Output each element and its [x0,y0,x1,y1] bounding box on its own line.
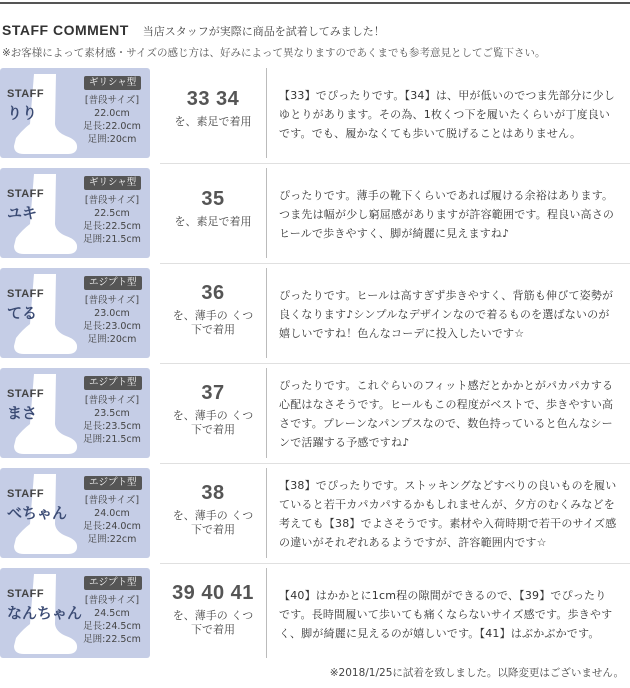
row-divider [160,363,630,364]
size-heading: [普段サイズ] [84,595,140,606]
foot-type-badge: エジプト型 [84,276,142,290]
tried-size: 38 [201,482,225,504]
row-divider [160,163,630,164]
staff-card [0,268,150,358]
wear-condition: を、薄手の くつ下で着用 [172,609,254,636]
foot-width: 足囲:22.5cm [83,634,141,645]
tried-size: 35 [201,188,225,210]
foot-length: 足長:22.0cm [83,121,141,132]
comment-box [279,174,617,254]
comment-box [279,274,617,354]
tried-result [163,568,263,658]
size-info [80,394,144,446]
foot-length: 足長:24.5cm [83,621,141,632]
row-divider [160,463,630,464]
tried-size: 37 [201,382,225,404]
column-divider [266,268,267,358]
staff-comment: 【38】でぴったりです。ストッキングなどすべりの良いものを履いていると若干カパカパするかもしれませんが、夕方のむくみなどを考えても【38】でよさそうです。素材や入荷時期で若干のサイズ感の違いがそれぞれあるようですが、許容範囲内です☆ [279,479,617,549]
header [2,22,385,42]
section-title: STAFF COMMENT [2,22,129,38]
tried-result [163,168,263,258]
wear-condition: を、素足で着用 [174,115,252,128]
staff-row [0,468,630,558]
staff-label: STAFF [7,288,45,300]
size-info [80,494,144,546]
column-divider [266,568,267,658]
staff-card [0,168,150,258]
staff-card [0,68,150,158]
footer-note: ※2018/1/25に試着を致しました。以降変更はございません。 [329,667,624,679]
usual-size: 24.0cm [94,508,130,519]
staff-label: STAFF [7,488,45,500]
usual-size: 22.0cm [94,108,130,119]
size-heading: [普段サイズ] [84,195,140,206]
disclaimer-note: ※お客様によって素材感・サイズの感じ方は、好みによって異なりますのであくまでも参考意見としてご覧下さい。 [2,47,546,59]
comment-box [279,374,617,454]
wear-condition: を、薄手の くつ下で着用 [172,309,254,336]
staff-label: STAFF [7,588,45,600]
tried-result [163,268,263,358]
staff-card [0,468,150,558]
staff-label: STAFF [7,388,45,400]
size-info [80,294,144,346]
foot-length: 足長:22.5cm [83,221,141,232]
size-heading: [普段サイズ] [84,95,140,106]
top-rule [0,2,630,4]
staff-row [0,368,630,458]
staff-comment: ぴったりです。薄手の靴下くらいであれば履ける余裕はあります。つま先は幅が少し窮屈感がありますが許容範囲です。程良い高さのヒールで歩きやすく、脚が綺麗に見えますね♪ [279,188,615,240]
column-divider [266,168,267,258]
staff-name: なんちゃん [7,604,83,622]
wear-condition: を、素足で着用 [174,215,252,228]
size-heading: [普段サイズ] [84,395,140,406]
usual-size: 24.5cm [94,608,130,619]
size-info [80,194,144,246]
wear-condition: を、薄手の くつ下で着用 [172,509,254,536]
foot-type-badge: エジプト型 [84,476,142,490]
staff-label: STAFF [7,88,45,100]
wear-condition: を、薄手の くつ下で着用 [172,409,254,436]
size-info [80,594,144,646]
usual-size: 23.5cm [94,408,130,419]
comment-box [279,74,617,154]
usual-size: 22.5cm [94,208,130,219]
tried-result [163,468,263,558]
tried-size: 39 40 41 [172,582,254,604]
staff-row [0,568,630,658]
size-info [80,94,144,146]
staff-comment: 【33】でぴったりです。【34】は、甲が低いのでつま先部分に少しゆとりがあります。その為、1枚くつ下を履いたくらいが丁度良いです。でも、履かなくても歩いて脱げることはありません。 [279,88,616,140]
staff-name: りり [7,104,38,122]
staff-row [0,268,630,358]
foot-type-badge: エジプト型 [84,576,142,590]
foot-length: 足長:23.0cm [83,321,141,332]
staff-name: てる [7,304,38,322]
tried-size: 36 [201,282,225,304]
foot-width: 足囲:21.5cm [83,434,141,445]
size-heading: [普段サイズ] [84,295,140,306]
staff-card [0,568,150,658]
section-subtitle: 当店スタッフが実際に商品を試着してみました！ [142,25,385,38]
staff-label: STAFF [7,188,45,200]
staff-name: まさ [7,404,38,422]
column-divider [266,368,267,458]
staff-comment: ぴったりです。ヒールは高すぎず歩きやすく、背筋も伸びて姿勢が良くなります♪シンプルなデザインなので着るものを選ばないのが嬉しいですね！色んなコーデに投入したいです☆ [279,288,614,340]
usual-size: 23.0cm [94,308,130,319]
staff-comment: ぴったりです。これぐらいのフィット感だとかかとがパカパカする心配はなさそうです。ヒールもこの程度がベストで、歩きやすい高さです。プレーンなパンプスなので、数色持っていると色んなシーンで活躍する予感ですね♪ [279,379,614,449]
staff-card [0,368,150,458]
row-divider [160,563,630,564]
tried-size: 33 34 [186,88,240,110]
foot-width: 足囲:21.5cm [83,234,141,245]
staff-name: ユキ [7,204,38,222]
staff-row [0,68,630,158]
column-divider [266,468,267,558]
foot-type-badge: ギリシャ型 [84,76,141,90]
staff-row [0,168,630,258]
foot-type-badge: エジプト型 [84,376,142,390]
foot-width: 足囲:20cm [87,134,137,145]
row-divider [160,263,630,264]
staff-comment: 【40】はかかとに1cm程の隙間ができるので、【39】でぴったりです。長時間履いて歩いても痛くならないサイズ感です。歩きやすく、脚が綺麗に見えるのが嬉しいです。【41】はぶかぶかです。 [279,588,613,640]
tried-result [163,68,263,158]
comment-box [279,474,617,554]
size-heading: [普段サイズ] [84,495,140,506]
column-divider [266,68,267,158]
foot-length: 足長:24.0cm [83,521,141,532]
staff-name: べちゃん [7,504,68,522]
comment-box [279,574,617,654]
foot-width: 足囲:20cm [87,334,137,345]
foot-width: 足囲:22cm [87,534,137,545]
tried-result [163,368,263,458]
foot-length: 足長:23.5cm [83,421,141,432]
foot-type-badge: ギリシャ型 [84,176,141,190]
